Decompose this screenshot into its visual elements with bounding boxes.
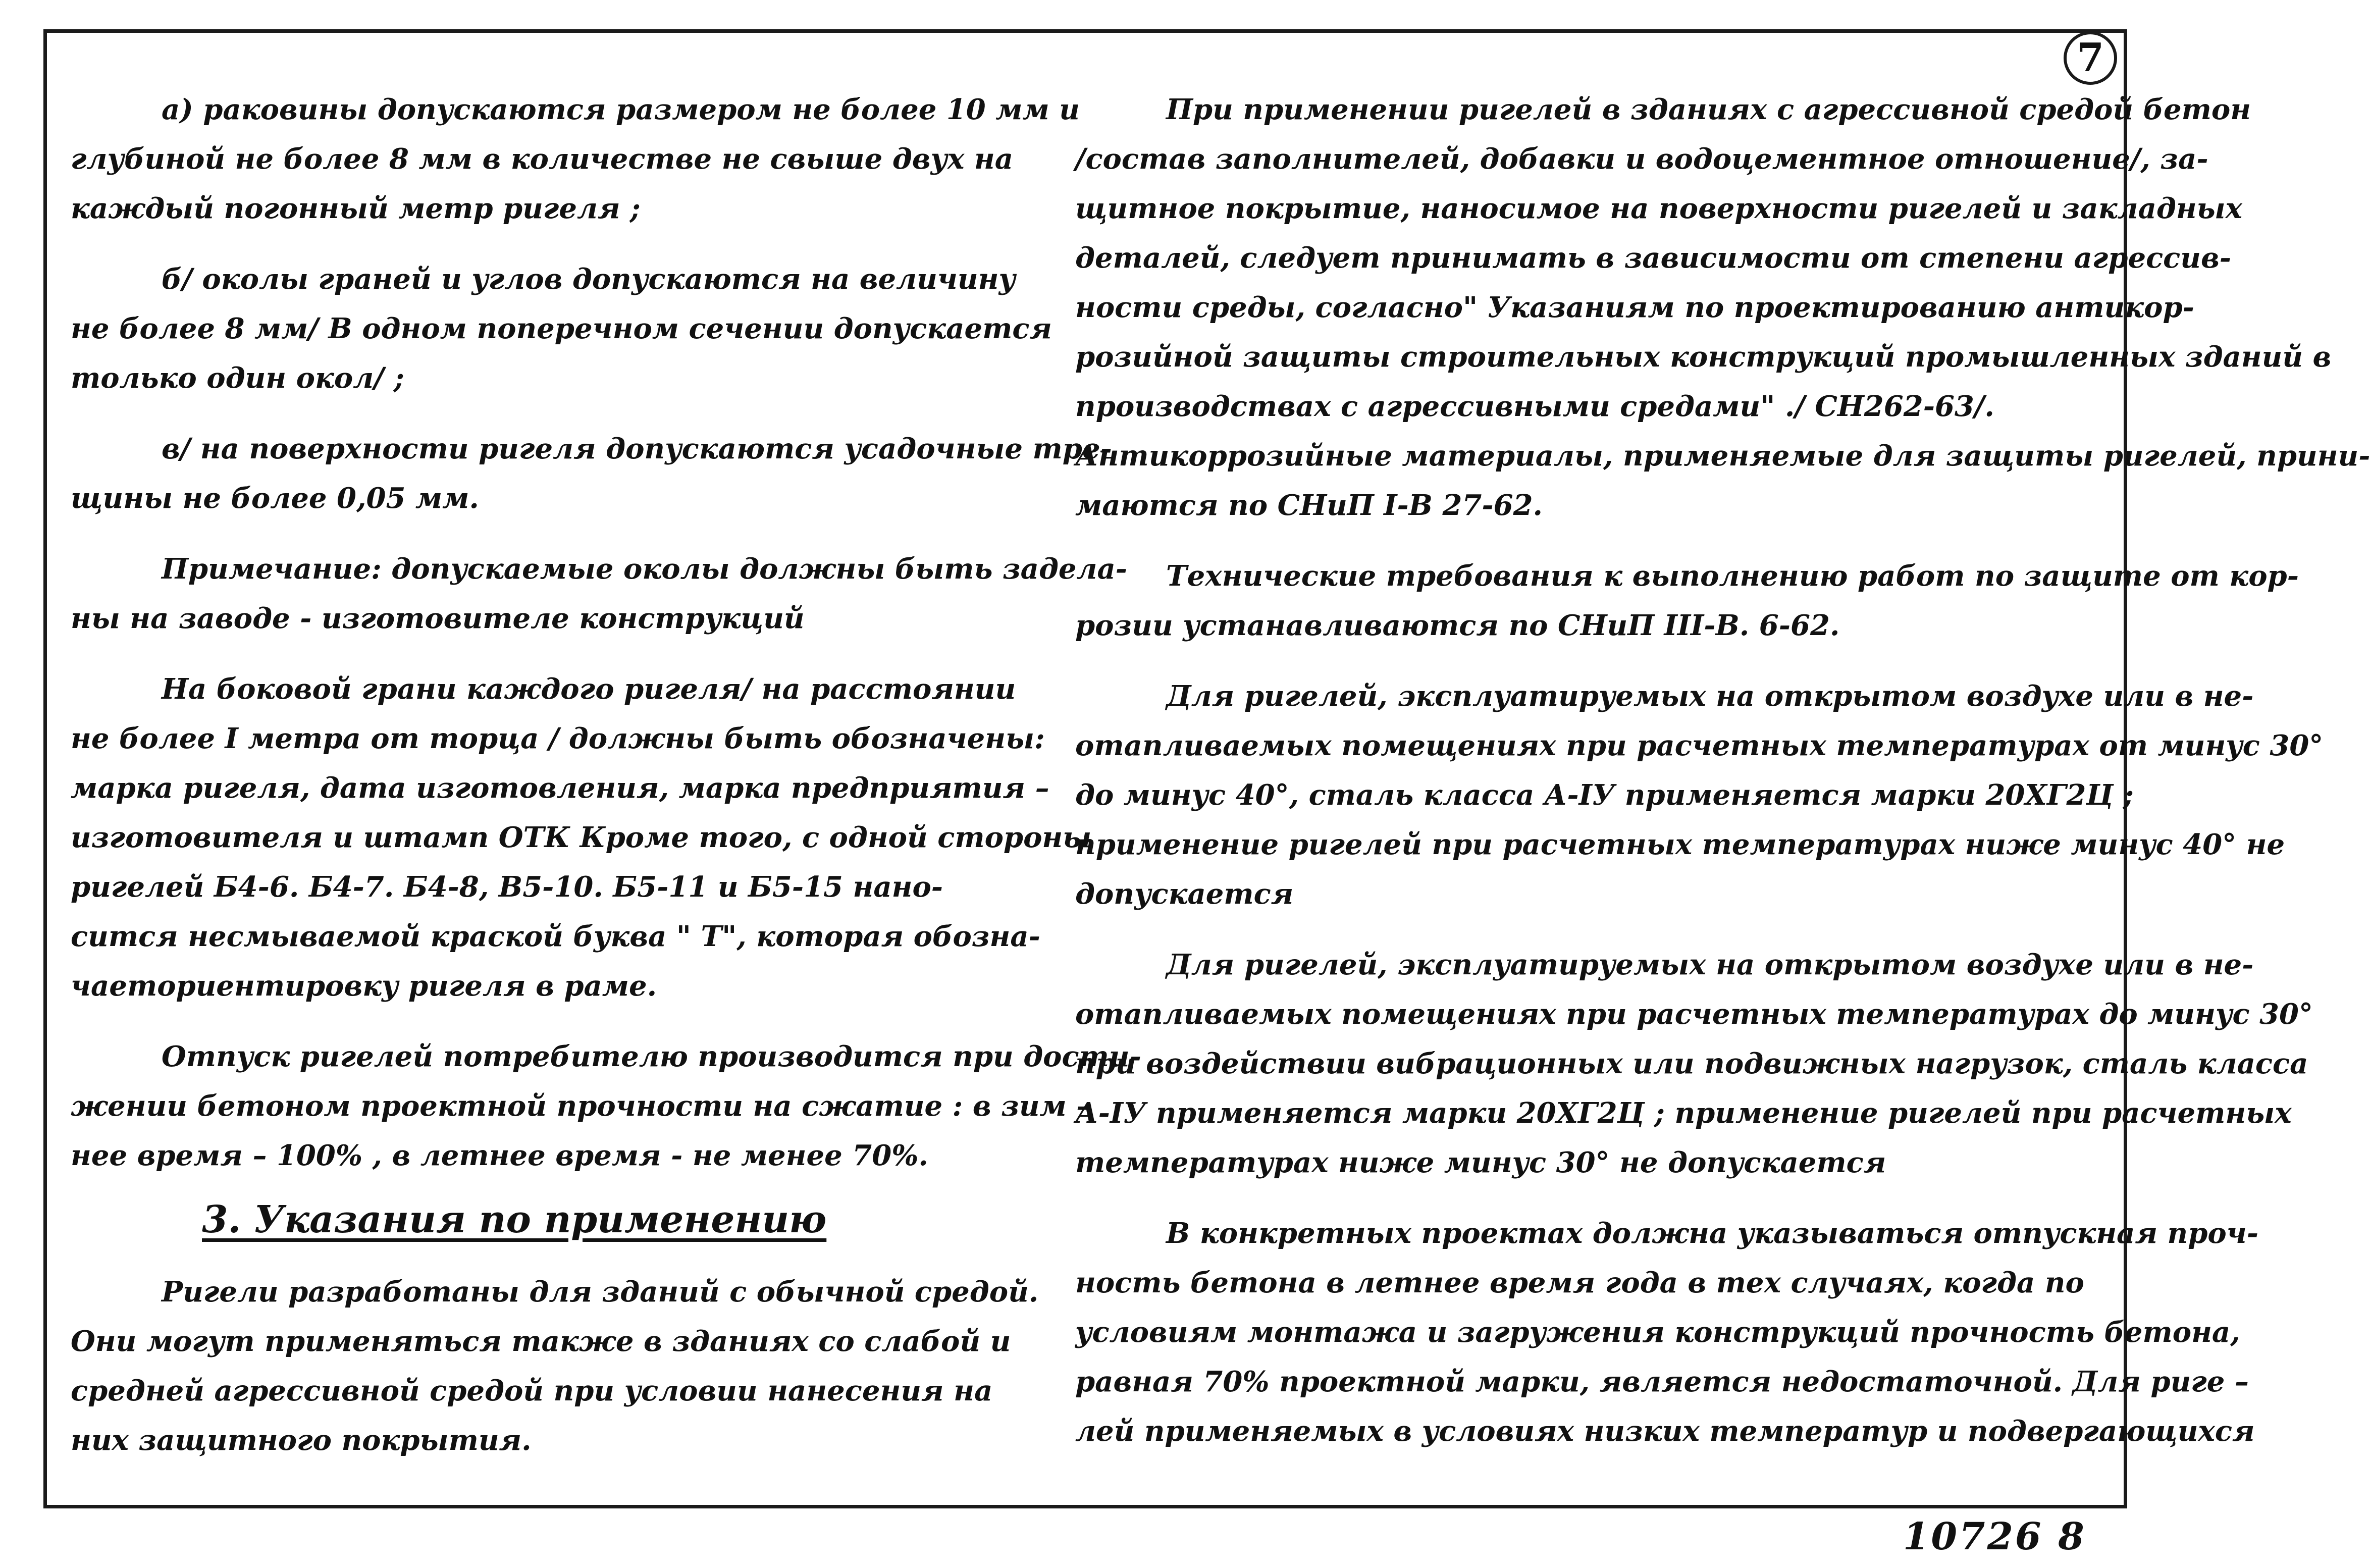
text-line: температурах ниже минус 30° не допускается (1075, 1146, 1886, 1179)
text-line: Примечание: допускаемые околы должны быть задела- (162, 552, 1128, 586)
text-line: лей применяемых в условиях низких температур и подвергающихся (1075, 1415, 2255, 1448)
paragraph-a (71, 85, 1080, 233)
text-line: нее время – 100% , в летнее время - не менее 70%. (71, 1139, 928, 1172)
text-line: производствах с агрессивными средами" ./ СН262-63/. (1075, 390, 1994, 423)
text-line: только один окол/ ; (71, 361, 404, 395)
text-line: щитное покрытие, наносимое на поверхности ригелей и закладных (1075, 192, 2243, 225)
outdoor-40-paragraph (1075, 671, 2324, 919)
aggressive-env-paragraph (1075, 85, 2370, 530)
text-line: Они могут применяться также в зданиях со слабой и (71, 1325, 1011, 1358)
document-number: 10726 8 (1903, 1515, 2086, 1558)
text-line: отапливаемых помещениях при расчетных температурах до минус 30° (1075, 998, 2313, 1031)
text-line: до минус 40°, сталь класса А-IУ применяется марки 20ХГ2Ц ; (1075, 778, 2134, 812)
text-line: в/ на поверхности ригеля допускаются усадочные тре- (162, 432, 1112, 465)
text-line: ригелей Б4-6. Б4-7. Б4-8, В5-10. Б5-11 и Б5-15 нано- (71, 870, 943, 904)
section-heading: 3. Указания по применению (202, 1198, 827, 1241)
right-column (1075, 85, 2370, 1456)
text-line: них защитного покрытия. (71, 1424, 532, 1457)
text-line: применение ригелей при расчетных температурах ниже минус 40° не (1075, 828, 2285, 861)
text-line: Антикоррозийные материалы, применяемые для защиты ригелей, прини- (1075, 439, 2370, 473)
technical-requirements-paragraph (1075, 551, 2299, 650)
text-line: жении бетоном проектной прочности на сжатие : в зим – (71, 1089, 1091, 1123)
text-line: чаеториентировку ригеля в раме. (71, 969, 657, 1003)
text-line: условиям монтажа и загружения конструкций прочность бетона, (1075, 1316, 2240, 1349)
text-line: Ригели разработаны для зданий с обычной средой. (162, 1275, 1039, 1309)
text-line: ность бетона в летнее время года в тех случаях, когда по (1075, 1266, 2084, 1299)
text-line: А-IУ применяется марки 20ХГ2Ц ; применение ригелей при расчетных (1075, 1096, 2292, 1130)
text-line: б/ околы граней и углов допускаются на величину (162, 263, 1016, 296)
text-line: допускается (1075, 877, 1294, 911)
text-line: розии устанавливаются по СНиП III-В. 6-62. (1075, 609, 1840, 642)
text-line: Отпуск ригелей потребителю производится при дости- (162, 1040, 1141, 1073)
text-line: каждый погонный метр ригеля ; (71, 192, 641, 225)
text-line: щины не более 0,05 мм. (71, 482, 479, 515)
text-line: /состав заполнителей, добавки и водоцементное отношение/, за- (1075, 142, 2208, 176)
text-line: Для ригелей, эксплуатируемых на открытом воздухе или в не- (1166, 948, 2254, 981)
text-line: отапливаемых помещениях при расчетных температурах от минус 30° (1075, 729, 2324, 762)
text-line: при воздействии вибрационных или подвижных нагрузок, сталь класса (1075, 1047, 2308, 1080)
left-column (71, 85, 1141, 1465)
text-line: розийной защиты строительных конструкций промышленных зданий в (1075, 340, 2332, 374)
text-line: сится несмываемой краской буква " Т", которая обозна- (71, 920, 1040, 953)
text-line: изготовителя и штамп ОТК Кроме того, с одной стороны (71, 821, 1092, 854)
page-number-badge: 7 (2064, 31, 2117, 85)
outdoor-30-paragraph (1075, 940, 2313, 1187)
text-line: Для ригелей, эксплуатируемых на открытом воздухе или в не- (1166, 680, 2254, 713)
text-line: маются по СНиП I-В 27-62. (1075, 489, 1543, 522)
note-paragraph (71, 544, 1128, 643)
specific-projects-paragraph (1075, 1209, 2259, 1456)
text-line: На боковой грани каждого ригеля/ на расстоянии (162, 672, 1016, 706)
text-line: не более 8 мм/ В одном поперечном сечении допускается (71, 312, 1052, 345)
text-line: ности среды, согласно" Указаниям по проектированию антикор- (1075, 291, 2194, 324)
text-line: марка ригеля, дата изготовления, марка предприятия – (71, 771, 1049, 805)
text-line: а) раковины допускаются размером не более 10 мм и (162, 93, 1080, 126)
paragraph-c (71, 424, 1112, 523)
marking-paragraph (71, 664, 1092, 1011)
text-line: равная 70% проектной марки, является недостаточной. Для риге – (1075, 1365, 2249, 1398)
paragraph-b (71, 254, 1052, 403)
text-line: В конкретных проектах должна указываться отпускная проч- (1166, 1217, 2259, 1250)
text-line: деталей, следует принимать в зависимости от степени агрессив- (1075, 241, 2232, 275)
text-line: средней агрессивной средой при условии нанесения на (71, 1374, 993, 1407)
release-paragraph (71, 1032, 1141, 1180)
text-line: глубиной не более 8 мм в количестве не свыше двух на (71, 142, 1013, 176)
text-line: При применении ригелей в зданиях с агрессивной средой бетон (1166, 93, 2251, 126)
usage-paragraph (71, 1267, 1040, 1465)
text-line: Технические требования к выполнению работ по защите от кор- (1166, 559, 2299, 593)
text-line: не более I метра от торца / должны быть обозначены: (71, 722, 1045, 755)
text-line: ны на заводе - изготовителе конструкций (71, 602, 805, 635)
